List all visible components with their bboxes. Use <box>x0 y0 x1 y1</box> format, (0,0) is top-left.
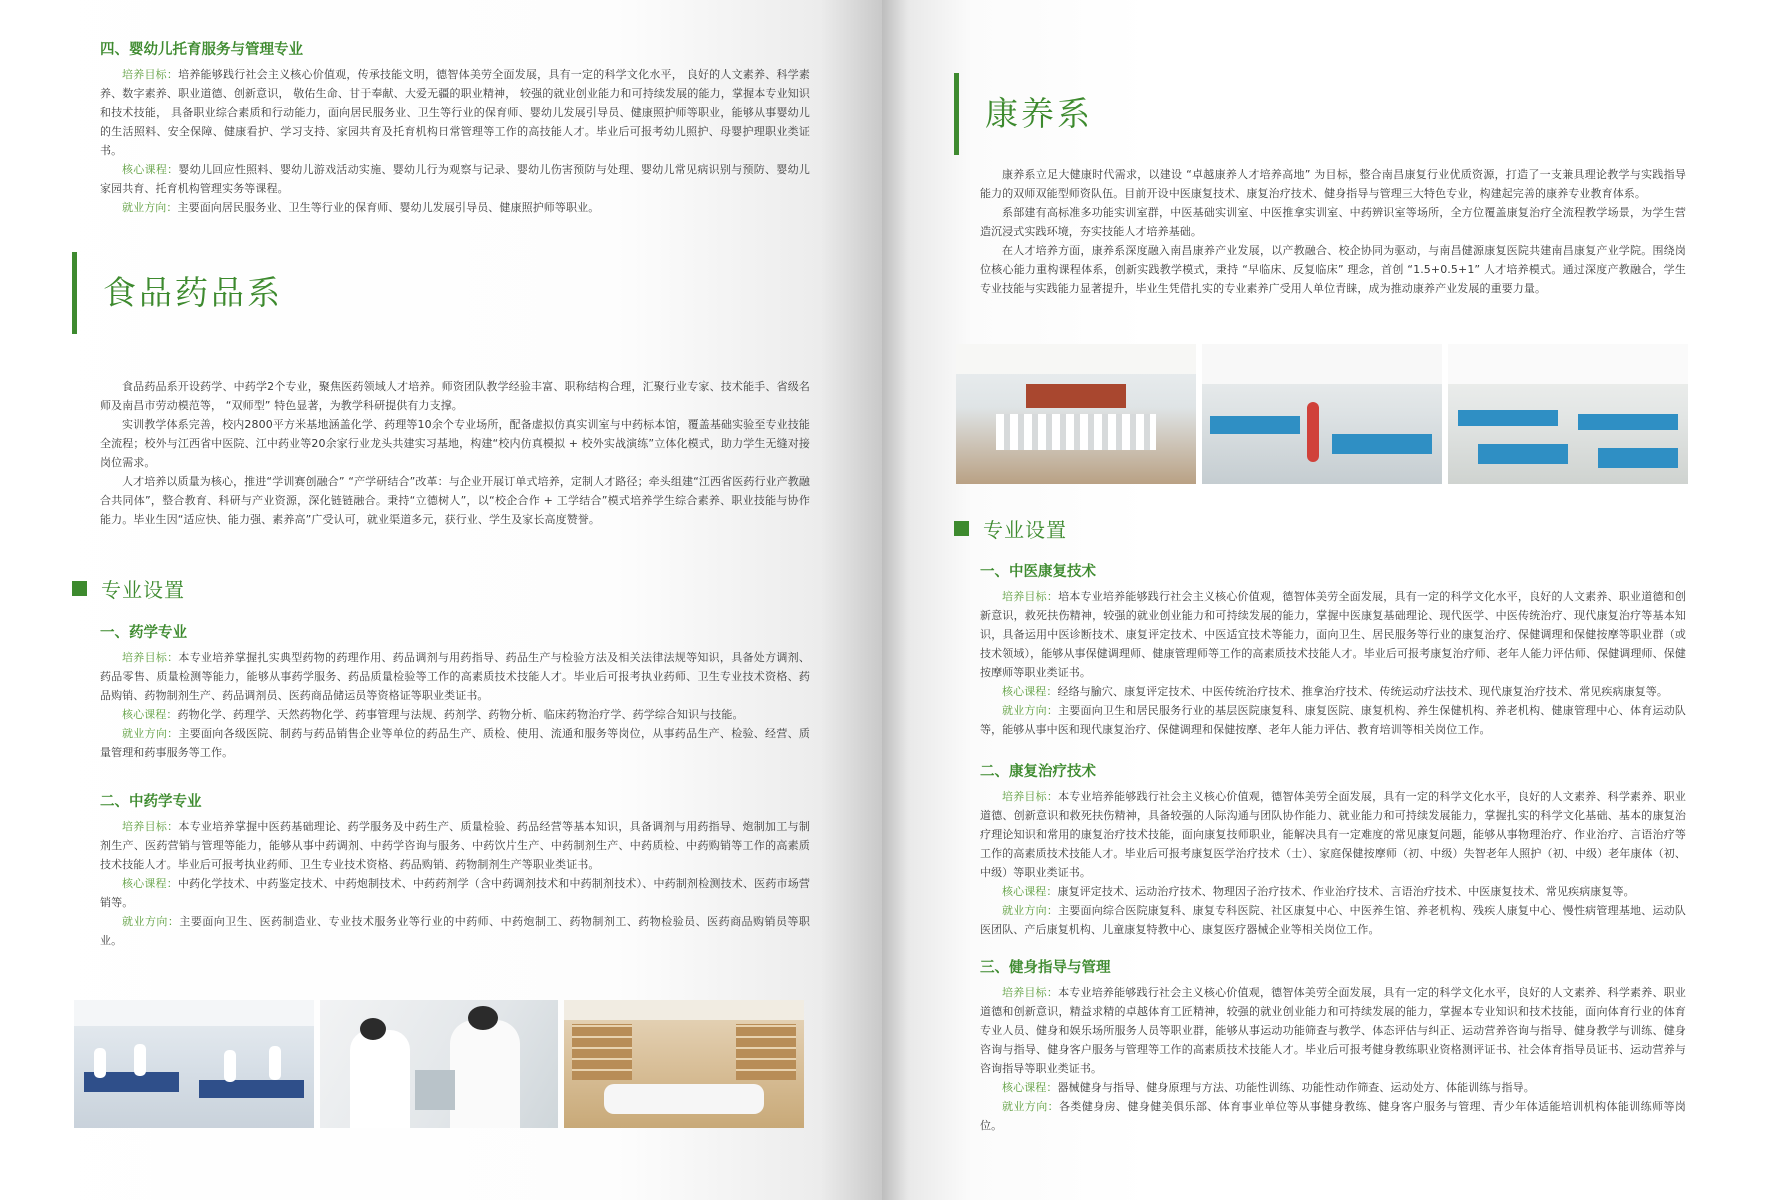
major-goal <box>100 648 810 705</box>
major-fitness <box>980 956 1686 1135</box>
course-text: 药物化学、药理学、天然药物化学、药事管理与法规、药剂学、药物分析、临床药物治疗学、药学综合知识与技能。 <box>177 708 744 721</box>
major-courses <box>980 882 1686 901</box>
job-label: 就业方向： <box>1002 704 1059 717</box>
photo-rehab-room <box>1202 344 1442 484</box>
major-jobs <box>100 912 810 950</box>
photo-training-hall <box>956 344 1196 484</box>
major-goal <box>980 787 1686 882</box>
course-label: 核心课程： <box>1002 1081 1058 1094</box>
course-text: 婴幼儿回应性照料、婴幼儿游戏活动实施、婴幼儿行为观察与记录、婴幼儿伤害预防与处理、婴幼儿常见病识别与预防、婴幼儿家园共育、托育机构管理实务等课程。 <box>100 163 811 195</box>
major-title: 二、中药学专业 <box>100 794 202 810</box>
goal-label: 培养目标： <box>122 820 179 833</box>
intro-paragraph: 实训教学体系完善，校内2800平方米基地涵盖化学、药理等10余个专业场所，配备虚拟仿真实训室与中药标本馆，覆盖基础实验至专业技能全流程；校外与江西省中医院、江中药业等20余家行业龙头共建实习基地，构建“校内仿真模拟 + 校外实战演练”立体化模式，助力学生无缝对接岗位需求。 <box>100 418 810 469</box>
major-goal <box>100 65 810 160</box>
major-title: 二、康复治疗技术 <box>980 764 1096 780</box>
job-label: 就业方向： <box>122 727 179 740</box>
major-title: 一、药学专业 <box>100 625 187 641</box>
intro-paragraph: 康养系立足大健康时代需求，以建设 “卓越康养人才培养高地” 为目标，整合南昌康复行业优质资源，打造了一支兼具理论教学与实践指导能力的双师双能型师资队伍。目前开设中医康复技术、康复治疗技术、健身指导与管理三大特色专业，构建起完善的康养专业教育体系。 <box>980 168 1686 200</box>
photo-tcm-pharmacy <box>564 1000 804 1128</box>
major-courses <box>100 874 810 912</box>
major-title: 三、健身指导与管理 <box>980 960 1111 976</box>
major-tcm-rehab <box>980 560 1686 739</box>
left-page <box>0 0 882 1200</box>
job-text: 主要面向卫生和居民服务行业的基层医院康复科、康复医院、康复机构、养生保健机构、养老机构、健康管理中心、体育运动队等，能够从事中医和现代康复治疗、保健调理和保健按摩、老年人能力评估、教育培训等相关岗位工作。 <box>980 704 1686 736</box>
photo-lab-experiment <box>320 1000 558 1128</box>
job-label: 就业方向： <box>122 201 178 214</box>
intro-paragraph: 在人才培养方面，康养系深度融入南昌康养产业发展，以产教融合、校企协同为驱动，与南昌健源康复医院共建南昌康复产业学院。围绕岗位核心能力重构课程体系，创新实践教学模式，秉持 “早临床、反复临床” 理念，首创 “1.5+0.5+1” 人才培养模式。通过深度产教融合，学生专业技能与实践能力显著提升，毕业生凭借扎实的专业素养广受用人单位青睐，成为推动康养产业发展的重要力量。 <box>980 244 1686 295</box>
right-page <box>882 0 1774 1200</box>
job-text: 主要面向居民服务业、卫生等行业的保育师、婴幼儿发展引导员、健康照护师等职业。 <box>177 201 600 214</box>
course-text: 康复评定技术、运动治疗技术、物理因子治疗技术、作业治疗技术、言语治疗技术、中医康复技术、常见疾病康复等。 <box>1057 885 1635 898</box>
job-label: 就业方向： <box>1002 904 1059 917</box>
major-courses <box>100 705 810 724</box>
top-major-block <box>100 38 810 217</box>
goal-text: 本专业培养掌握中医药基础理论、药学服务及中药生产、质量检验、药品经营等基本知识，具备调剂与用药指导、炮制加工与制剂生产、医药营销与管理等能力，能够从事中药调剂、中药学咨询与服务、中药饮片生产、中药制剂生产、中药质检、中药购销等工作的高素质技术技能人才。毕业后可报考执业药师、卫生专业技术资格、药品购销、药物制剂生产等职业类证书。 <box>100 820 811 871</box>
course-label: 核心课程： <box>1002 685 1058 698</box>
photo-massage-room <box>1448 344 1688 484</box>
square-bullet-icon <box>72 581 87 596</box>
major-goal <box>980 983 1686 1078</box>
section-heading <box>72 574 185 603</box>
major-jobs <box>980 901 1686 939</box>
job-label: 就业方向： <box>1002 1100 1060 1113</box>
course-label: 核心课程： <box>122 708 178 721</box>
course-label: 核心课程： <box>1002 885 1058 898</box>
major-jobs <box>100 724 810 762</box>
square-bullet-icon <box>954 521 969 536</box>
major-goal <box>100 817 810 874</box>
dept-title-food-drug: 食品药品系 <box>72 252 283 334</box>
goal-label: 培养目标： <box>1002 590 1059 603</box>
job-text: 主要面向卫生、医药制造业、专业技术服务业等行业的中药师、中药炮制工、药物制剂工、药物检验员、医药商品购销员等职业。 <box>100 915 811 947</box>
major-courses <box>980 682 1686 701</box>
job-text: 主要面向各级医院、制药与药品销售企业等单位的药品生产、质检、使用、流通和服务等岗位，从事药品生产、检验、经营、质量管理和药事服务等工作。 <box>100 727 811 759</box>
major-pharmacy <box>100 621 810 762</box>
goal-text: 本专业培养掌握扎实典型药物的药理作用、药品调剂与用药指导、药品生产与检验方法及相关法律法规等知识，具备处方调剂、药品零售、质量检测等能力，能够从事药学服务、药品质量检验等工作的高素质技术技能人才。毕业后可报考执业药师、卫生专业技术资格、药品购销、药物制剂生产、药品调剂员、医药商品储运员等资格证等职业类证书。 <box>100 651 811 702</box>
course-text: 器械健身与指导、健身原理与方法、功能性训练、功能性动作筛查、运动处方、体能训练与指导。 <box>1057 1081 1535 1094</box>
intro-paragraph: 食品药品系开设药学、中药学2个专业，聚焦医药领域人才培养。师资团队教学经验丰富、职称结构合理，汇聚行业专家、技术能手、省级名师及南昌市劳动模范等， “双师型” 特色显著，为教学科研提供有力支撑。 <box>100 380 810 412</box>
goal-label: 培养目标： <box>1002 986 1059 999</box>
goal-text: 本专业培养能够践行社会主义核心价值观，德智体美劳全面发展，具有一定的科学文化水平，良好的人文素养、科学素养、职业道德和创新意识，精益求精的卓越体育工匠精神，较强的就业创业能力和可持续发展的能力，掌握本专业知识和技术技能，面向体育行业的体育专业人员、健身和娱乐场所服务人员等职业群，能够从事运动功能筛查与教学、体态评估与纠正、运动营养咨询与指导、健身教学与训练、健身咨询与指导、健身客户服务与管理等工作的高素质技术技能人才。毕业后可报考健身教练职业资格测评证书、社会体育指导员证书、运动营养与咨询指导等职业类证书。 <box>980 986 1686 1075</box>
goal-label: 培养目标： <box>1002 790 1059 803</box>
course-label: 核心课程： <box>122 877 178 890</box>
intro-paragraph: 人才培养以质量为核心，推进“学训赛创融合” “产学研结合”改革：与企业开展订单式培养，定制人才路径；牵头组建“江西省医药行业产教融合共同体”，整合教育、科研与产业资源，深化链链融合。秉持“立德树人”，以“校企合作 + 工学结合”模式培养学生综合素养、职业技能与协作能力。毕业生因“适应快、能力强、素养高”广受认可，就业渠道多元，获行业、学生及家长高度赞誉。 <box>100 475 810 526</box>
goal-text: 培本专业培养能够践行社会主义核心价值观，德智体美劳全面发展，具有一定的科学文化水平，良好的人文素养、职业道德和创新意识，救死扶伤精神，较强的就业创业能力和可持续发展的能力，掌握中医康复基础理论、现代医学、中医传统治疗、现代康复治疗等基本知识，具备运用中医诊断技术、康复评定技术、中医适宜技术等能力，面向卫生、居民服务等行业的康复治疗、保健调理和保健按摩等职业群（或技术领域），能够从事保健调理师、健康管理师等工作的高素质技术技能人才。毕业后可报考康复治疗师、老年人能力评估师、保健调理师、保健按摩师等职业类证书。 <box>980 590 1686 679</box>
section-heading-text: 专业设置 <box>101 578 185 602</box>
major-title: 四、婴幼儿托育服务与管理专业 <box>100 42 303 58</box>
major-goal <box>980 587 1686 682</box>
major-courses <box>980 1078 1686 1097</box>
dept-intro <box>100 377 810 529</box>
goal-label: 培养目标： <box>122 651 179 664</box>
major-tcm-pharmacy <box>100 790 810 950</box>
job-label: 就业方向： <box>122 915 180 928</box>
job-text: 主要面向综合医院康复科、康复专科医院、社区康复中心、中医养生馆、养老机构、残疾人康复中心、慢性病管理基地、运动队医团队、产后康复机构、儿童康复特教中心、康复医疗器械企业等相关岗位工作。 <box>980 904 1686 936</box>
photo-chemistry-lab <box>74 1000 314 1128</box>
course-label: 核心课程： <box>122 163 179 176</box>
goal-text: 本专业培养能够践行社会主义核心价值观，德智体美劳全面发展，具有一定的科学文化水平，良好的人文素养、科学素养、职业道德、创新意识和救死扶伤精神，具备较强的人际沟通与团队协作能力、就业能力和可持续发展能力，掌握扎实的科学文化基础、基本的康复治疗理论知识和常用的康复治疗技术技能，面向康复技师职业，能解决具有一定难度的常见康复问题，能够从事物理治疗、作业治疗、言语治疗等工作的高素质技术技能人才。毕业后可报考康复医学治疗技术（士）、家庭保健按摩师（初、中级）失智老年人照护（初、中级）老年康体（初、中级）等职业类证书。 <box>980 790 1686 879</box>
job-text: 各类健身房、健身健美俱乐部、体育事业单位等从事健身教练、健身客户服务与管理、青少年体适能培训机构体能训练师等岗位。 <box>980 1100 1687 1132</box>
section-heading <box>954 514 1067 543</box>
goal-label: 培养目标： <box>122 68 179 81</box>
dept-title-health: 康养系 <box>954 73 1093 155</box>
major-courses <box>100 160 810 198</box>
dept-intro <box>980 165 1686 298</box>
section-heading-text: 专业设置 <box>983 518 1067 542</box>
major-jobs <box>100 198 810 217</box>
major-jobs <box>980 1097 1686 1135</box>
goal-text: 培养能够践行社会主义核心价值观，传承技能文明，德智体美劳全面发展，具有一定的科学文化水平， 良好的人文素养、科学素养、数字素养、职业道德、创新意识， 敬佑生命、甘于奉献、大爱无疆的职业精神， 较强的就业创业能力和可持续发展的能力，掌握本专业知识和技术技能， 具备职业综合素质和行动能力，面向居民服务业、卫生等行业的保育师、婴幼儿发展引导员、健康照护师等职业，能够从事婴幼儿的生活照料、安全保障、健康看护、学习支持、家园共育及托育机构日常管理等工作的高技能人才。毕业后可报考幼儿照护、母婴护理职业类证书。 <box>100 68 810 157</box>
course-text: 经络与腧穴、康复评定技术、中医传统治疗技术、推拿治疗技术、传统运动疗法技术、现代康复治疗技术、常见疾病康复等。 <box>1057 685 1668 698</box>
major-title: 一、中医康复技术 <box>980 564 1096 580</box>
major-jobs <box>980 701 1686 739</box>
course-text: 中药化学技术、中药鉴定技术、中药炮制技术、中药药剂学（含中药调剂技术和中药制剂技术）、中药制剂检测技术、医药市场营销等。 <box>100 877 810 909</box>
intro-paragraph: 系部建有高标准多功能实训室群，中医基础实训室、中医推拿实训室、中药辨识室等场所，全方位覆盖康复治疗全流程教学场景，为学生营造沉浸式实践环境，夯实技能人才培养基础。 <box>980 206 1686 238</box>
major-rehab-therapy <box>980 760 1686 939</box>
